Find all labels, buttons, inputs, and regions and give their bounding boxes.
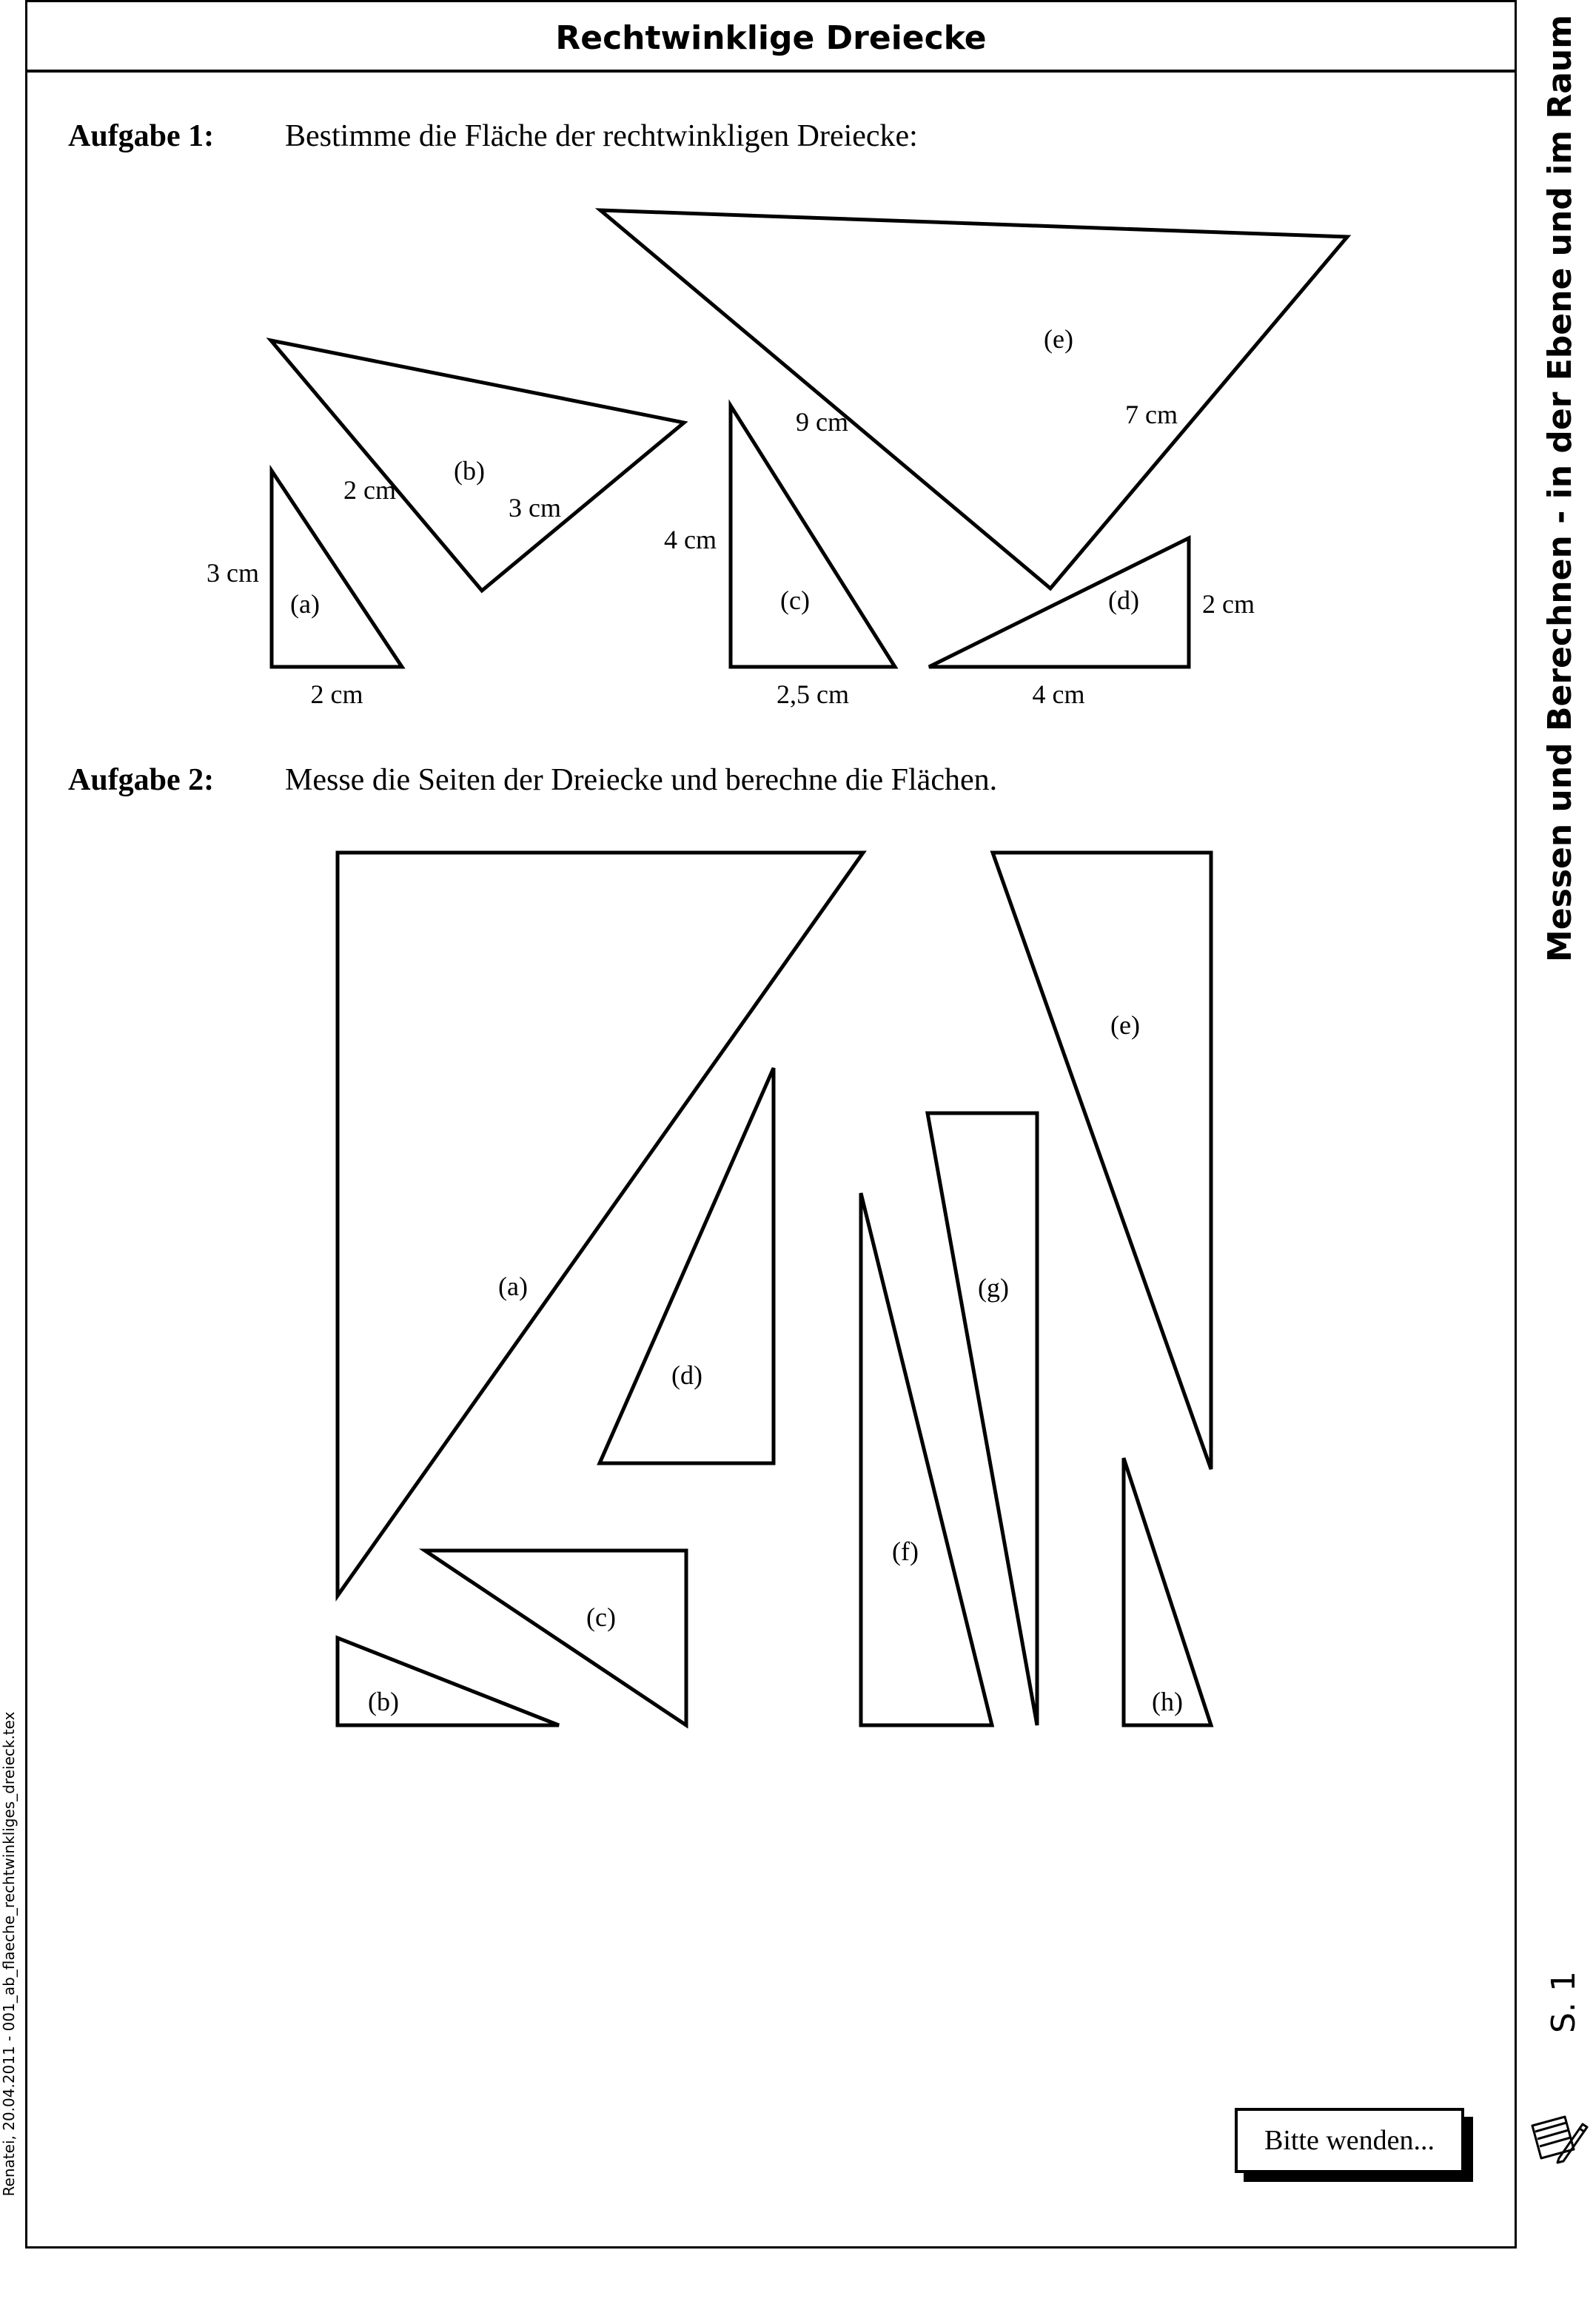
page-number: S. 1 [1545, 1971, 1583, 2033]
pencil-notepad-icon [1528, 2109, 1590, 2166]
page-title: Rechtwinklige Dreiecke [555, 19, 987, 57]
task-1-text: Bestimme die Fläche der rechtwinkligen Dreiecke: [285, 119, 918, 153]
task1-a-name: (a) [290, 589, 320, 619]
task-1-label: Aufgabe 1: [68, 119, 215, 153]
task1-d-name: (d) [1108, 585, 1139, 615]
task2-b-name: (b) [368, 1687, 399, 1716]
turn-page-note: Bitte wenden... [1235, 2108, 1464, 2173]
task1-triangle-c [731, 406, 895, 667]
task2-f-name: (f) [892, 1537, 919, 1566]
task2-triangle-d [600, 1068, 774, 1463]
task2-triangle-a [338, 853, 863, 1596]
task2-a-name: (a) [498, 1272, 528, 1301]
task2-triangle-g [928, 1113, 1037, 1725]
task2-h-name: (h) [1152, 1687, 1183, 1716]
task1-c-height: 4 cm [664, 525, 717, 554]
task2-triangle-c [425, 1551, 686, 1725]
task2-d-name: (d) [671, 1360, 702, 1390]
task1-b-leg1: 2 cm [343, 475, 396, 505]
file-note: Renatei, 20.04.2011 - 001_ab_flaeche_rechtwinkliges_dreieck.tex [0, 1711, 18, 2197]
task1-d-height: 2 cm [1202, 589, 1255, 619]
task1-c-base: 2,5 cm [777, 679, 849, 709]
task2-c-name: (c) [586, 1602, 616, 1632]
task1-a-base: 2 cm [310, 679, 363, 709]
task1-b-leg2: 3 cm [509, 493, 561, 523]
task1-triangle-d [929, 538, 1189, 667]
task2-triangle-h [1124, 1458, 1211, 1725]
side-title: Messen und Berechnen - in der Ebene und im Raum [1541, 14, 1579, 962]
task-2-label: Aufgabe 2: [68, 763, 215, 797]
task2-g-name: (g) [978, 1273, 1009, 1303]
task1-d-base: 4 cm [1032, 679, 1085, 709]
task1-c-name: (c) [780, 585, 810, 615]
task1-a-height: 3 cm [207, 558, 259, 588]
task1-e-leg2: 7 cm [1125, 400, 1178, 429]
task2-triangle-f [861, 1193, 992, 1725]
task-2-heading [68, 762, 997, 798]
task1-e-name: (e) [1044, 324, 1073, 354]
task1-e-leg1: 9 cm [796, 407, 848, 437]
task1-b-name: (b) [454, 456, 485, 486]
task-2-text: Messe die Seiten der Dreiecke und berechne die Flächen. [285, 763, 998, 797]
task2-e-name: (e) [1110, 1010, 1140, 1040]
task2-triangle-e [993, 853, 1211, 1469]
